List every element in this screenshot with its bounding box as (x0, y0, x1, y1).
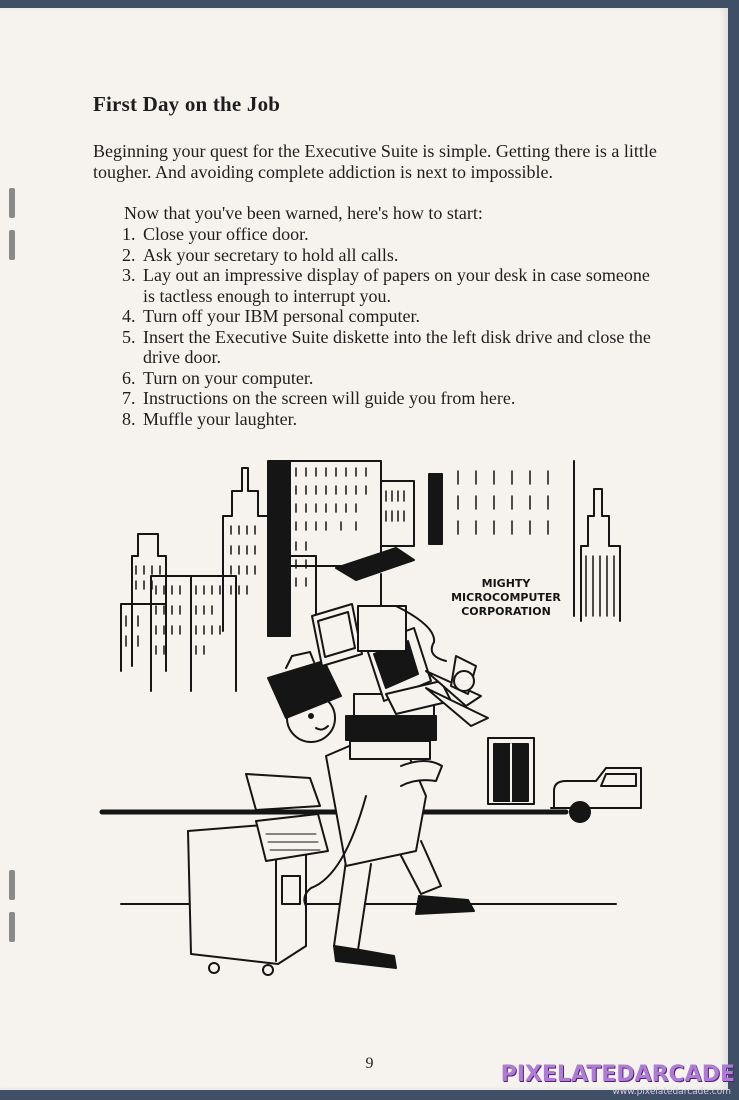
lead-sentence: Now that you've been warned, here's how to start: (124, 203, 483, 223)
step-list (122, 224, 663, 429)
watermark-logo: PIXELATEDARCADE (500, 1062, 735, 1087)
step-text: Close your office door. (143, 224, 309, 244)
staple-top-lower (9, 230, 15, 260)
step-text: Lay out an impressive display of papers on your desk in case someone is tactless enough to interrupt you. (143, 265, 650, 306)
step-item (122, 408, 663, 430)
step-item (122, 224, 663, 245)
staple-bottom-lower (9, 912, 15, 942)
step-item (122, 367, 663, 389)
step-number: 4. (122, 306, 136, 326)
step-number: 2. (122, 244, 136, 265)
step-item (122, 244, 663, 266)
watermark-url: www.pixelatedarcade.com (612, 1087, 731, 1097)
step-number: 3. (122, 265, 136, 285)
company-sign (451, 577, 561, 618)
step-number: 1. (122, 224, 136, 244)
step-text: Ask your secretary to hold all calls. (143, 244, 399, 265)
step-text: Muffle your laughter. (143, 408, 298, 429)
step-number: 6. (122, 367, 136, 388)
step-text: Turn on your computer. (143, 367, 314, 388)
staple-bottom (9, 870, 15, 900)
sign-line-1: MIGHTY (481, 577, 531, 590)
sign-line-3: CORPORATION (461, 605, 551, 618)
step-item (122, 306, 663, 327)
page-number: 9 (365, 1055, 374, 1072)
intro-paragraph: Beginning your quest for the Executive Suite is simple. Getting there is a little tougher. And avoiding complete addiction is next to impossible. (93, 141, 657, 182)
step-item (122, 388, 663, 409)
staple-top (9, 188, 15, 218)
step-number: 8. (122, 408, 136, 429)
step-text: Instructions on the screen will guide you from here. (143, 388, 516, 408)
step-text: Insert the Executive Suite diskette into the left disk drive and close the drive door. (143, 326, 651, 367)
executive-cartoon-illustration (96, 456, 656, 986)
step-number: 7. (122, 388, 136, 408)
step-number: 5. (122, 326, 136, 347)
manual-page (0, 8, 728, 1090)
sign-line-2: MICROCOMPUTER (451, 591, 561, 604)
step-text: Turn off your IBM personal computer. (143, 306, 420, 326)
step-item (122, 265, 663, 306)
page-title: First Day on the Job (93, 92, 281, 116)
executive-figure (188, 548, 488, 975)
step-item (122, 326, 663, 368)
